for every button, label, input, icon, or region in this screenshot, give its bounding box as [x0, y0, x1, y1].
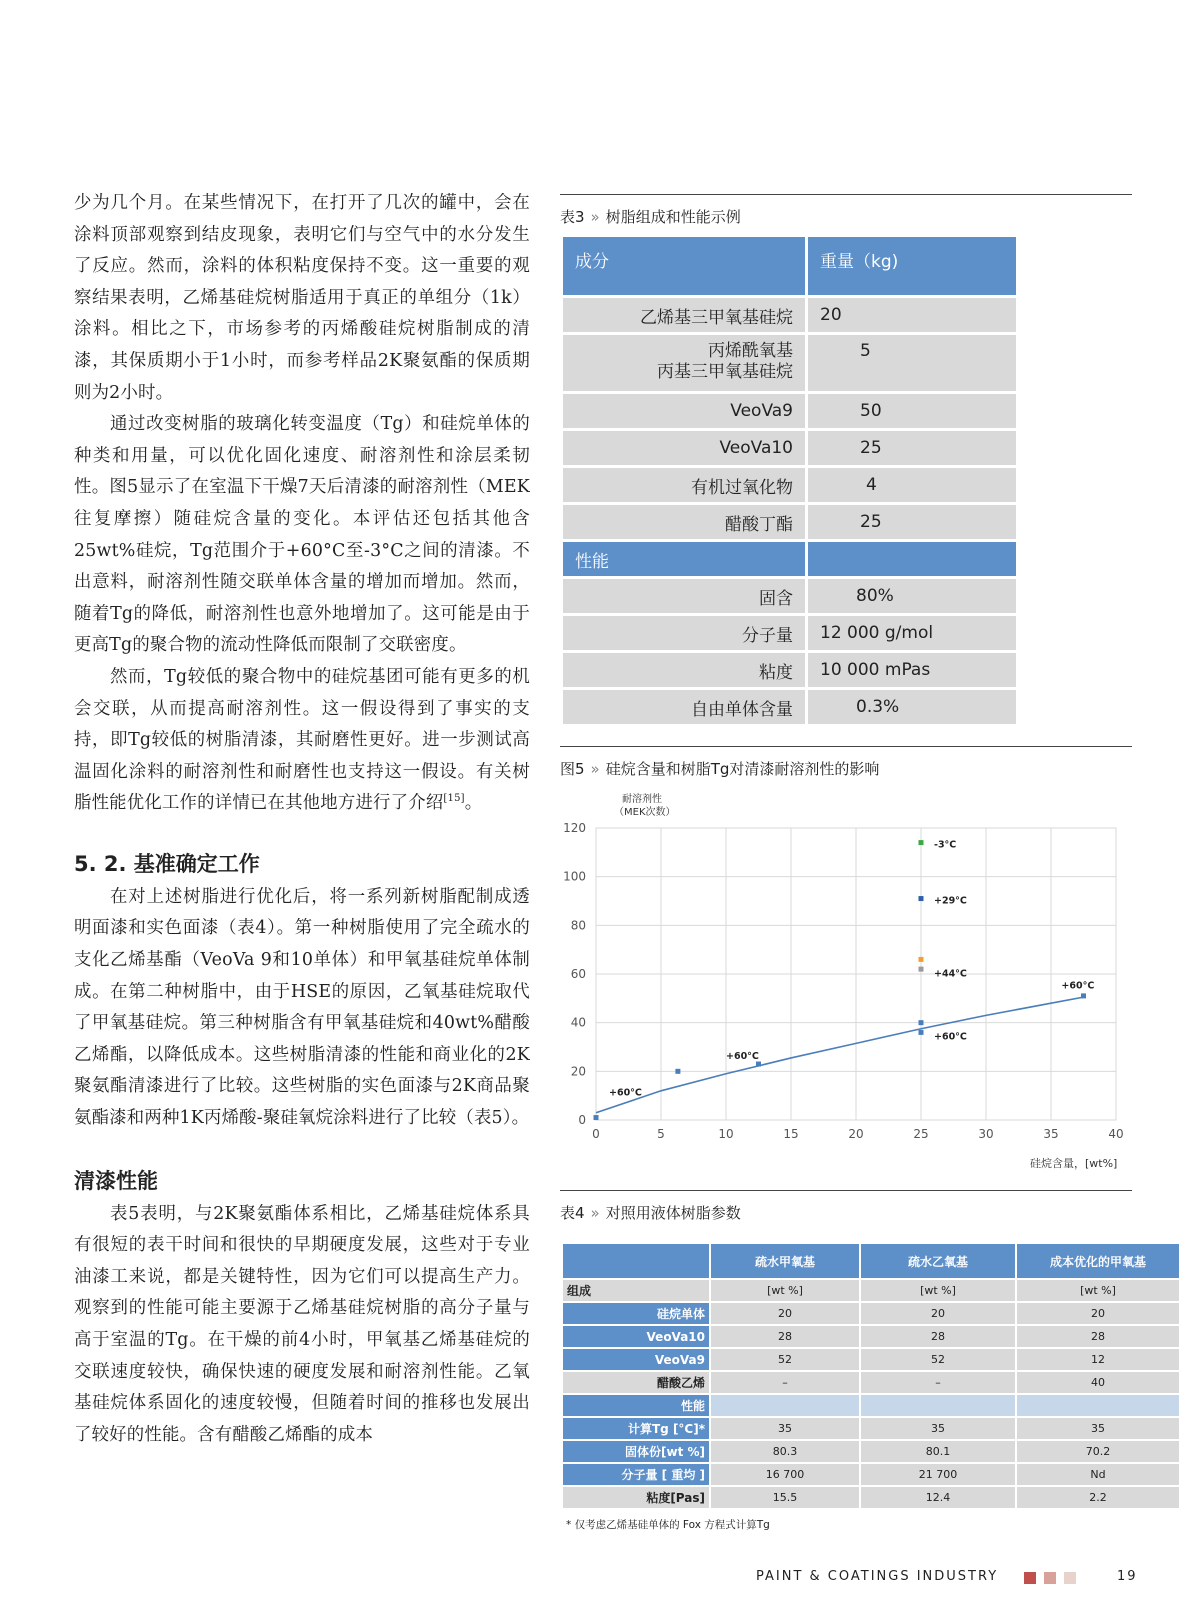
table4-row-label: VeoVa9	[563, 1349, 709, 1370]
table3-prop-value: 12 000 g/mol	[808, 616, 1016, 650]
data-point	[919, 957, 924, 962]
table3-row-value: 25	[808, 505, 1016, 539]
table4-cell: 35	[861, 1418, 1015, 1439]
table4-row	[563, 1372, 1179, 1393]
table4-cell	[1017, 1395, 1179, 1416]
y-axis-label-line1: 耐溶剂性	[622, 794, 662, 805]
x-tick-label: 40	[1108, 1127, 1124, 1141]
y-tick-label: 20	[570, 1064, 586, 1079]
table4-cell	[711, 1395, 859, 1416]
table4-header-col: 疏水甲氧基	[711, 1244, 859, 1278]
table3-top-rule	[560, 194, 1132, 195]
data-point	[919, 896, 924, 901]
table4-row-label: 性能	[563, 1395, 709, 1416]
table3-row-name: VeoVa9	[563, 394, 805, 428]
x-tick-label: 0	[592, 1127, 600, 1141]
table4-caption-title: 对照用液体树脂参数	[605, 1204, 741, 1222]
table3-row-name-line1: 丙烯酰氧基	[708, 341, 793, 361]
table4-cell: 35	[1017, 1418, 1179, 1439]
table4-row-label: 组成	[563, 1280, 709, 1301]
table4-row	[563, 1303, 1179, 1324]
figure5-chart	[560, 790, 1132, 1180]
x-tick-label: 20	[848, 1127, 864, 1141]
table4-cell: 80.1	[861, 1441, 1015, 1462]
table4-caption-label: 表4	[560, 1204, 585, 1222]
table4-row	[563, 1418, 1179, 1439]
data-point	[919, 840, 924, 845]
paragraph-5: 表5表明，与2K聚氨酯体系相比，乙烯基硅烷体系具有很短的表干时间和很快的早期硬度发展，这些对于专业油漆工来说，都是关键特性，因为它们可以提高生产力。观察到的性能可能主要源于乙烯基硅烷树脂的高分子量与高于室温的Tg。在干燥的前4小时，甲氧基乙烯基硅烷的交联速度较快，确保快速的硬度发展和耐溶剂性能。乙氧基硅烷体系固化的速度较慢，但随着时间的推移也发展出了较好的性能。含有醋酸乙烯酯的成本	[74, 1203, 530, 1445]
table4-row	[563, 1349, 1179, 1370]
data-label: +60°C	[609, 1087, 642, 1099]
table4-cell: [wt %]	[1017, 1280, 1179, 1301]
table4-cell: [wt %]	[861, 1280, 1015, 1301]
table3-section-properties-blank	[808, 542, 1016, 576]
table4-row	[563, 1441, 1179, 1462]
table3-row-name-line2: 丙基三甲氧基硅烷	[657, 362, 793, 382]
table4-cell	[861, 1395, 1015, 1416]
table4-cell: 12.4	[861, 1487, 1015, 1508]
table3-row-value: 25	[808, 431, 1016, 465]
paragraph-3-text: 然而，Tg较低的聚合物中的硅烷基团可能有更多的机会交联，从而提高耐溶剂性。这一假设得到了事实的支持，即Tg较低的树脂清漆，其耐磨性更好。进一步测试高温固化涂料的耐溶剂性和耐磨性也支持这一假设。有关树脂性能优化工作的详情已在其他地方进行了介绍	[74, 666, 530, 814]
table3	[560, 234, 1019, 727]
figure5-top-rule	[560, 746, 1132, 747]
x-tick-label: 5	[657, 1127, 665, 1141]
paragraph-3-end: 。	[464, 793, 483, 814]
x-tick-label: 35	[1043, 1127, 1059, 1141]
table3-prop-name: 粘度	[563, 653, 805, 687]
table3-prop-name: 自由单体含量	[563, 690, 805, 724]
footer-square-1	[1024, 1572, 1036, 1584]
table4-cell: 40	[1017, 1372, 1179, 1393]
caption-separator: »	[590, 1204, 600, 1222]
table4-row-label: VeoVa10	[563, 1326, 709, 1347]
x-tick-label: 15	[783, 1127, 799, 1141]
y-tick-label: 80	[570, 918, 586, 933]
table4-header-col: 成本优化的甲氧基	[1017, 1244, 1179, 1278]
data-point	[594, 1115, 599, 1120]
table4-row-label: 分子量 [ 重均 ]	[563, 1464, 709, 1485]
table4-row	[563, 1464, 1179, 1485]
data-point	[919, 1030, 924, 1035]
table3-section-properties: 性能	[563, 542, 805, 576]
table4-row	[563, 1280, 1179, 1301]
table4-top-rule	[560, 1190, 1132, 1191]
table4-cell: 20	[861, 1303, 1015, 1324]
footer-journal: PAINT & COATINGS INDUSTRY	[756, 1569, 999, 1584]
table4	[561, 1242, 1181, 1510]
table3-caption	[560, 206, 741, 227]
figure5-caption	[560, 758, 879, 779]
table4-header-col: 疏水乙氧基	[861, 1244, 1015, 1278]
reference-15: [15]	[443, 793, 465, 805]
table4-caption	[560, 1202, 741, 1223]
x-tick-label: 10	[718, 1127, 734, 1141]
table4-cell: 35	[711, 1418, 859, 1439]
data-point	[675, 1069, 680, 1074]
figure5-caption-title: 硅烷含量和树脂Tg对清漆耐溶剂性的影响	[605, 760, 880, 778]
table4-cell: [wt %]	[711, 1280, 859, 1301]
y-tick-label: 120	[563, 821, 586, 835]
table4-body	[563, 1280, 1179, 1508]
footer-square-3	[1064, 1572, 1076, 1584]
table4-row-label: 计算Tg [°C]*	[563, 1418, 709, 1439]
left-column	[74, 188, 530, 1451]
data-label: +60°C	[934, 1031, 967, 1043]
y-tick-label: 100	[563, 869, 586, 884]
data-label: +44°C	[934, 968, 967, 980]
table4-cell: 80.3	[711, 1441, 859, 1462]
table3-prop-name: 分子量	[563, 616, 805, 650]
data-point	[756, 1062, 761, 1067]
table4-row	[563, 1395, 1179, 1416]
data-label: +60°C	[726, 1051, 759, 1063]
table4-cell: 2.2	[1017, 1487, 1179, 1508]
paragraph-4: 在对上述树脂进行优化后，将一系列新树脂配制成透明面漆和实色面漆（表4）。第一种树脂使用了完全疏水的支化乙烯基酯（VeoVa 9和10单体）和甲氧基硅烷单体制成。在第二种树脂中，由于HSE的原因，乙氧基硅烷取代了甲氧基硅烷。第三种树脂含有甲氧基硅烷和40wt%醋酸乙烯酯，以降低成本。这些树脂清漆的性能和商业化的2K聚氨酯清漆进行了比较。这些树脂的实色面漆与2K商品聚氨酯漆和两种1K丙烯酸-聚硅氧烷涂料进行了比较（表5）。	[74, 886, 530, 1129]
table3-row-value: 20	[808, 298, 1016, 332]
table4-cell: 70.2	[1017, 1441, 1179, 1462]
table4-cell: 21 700	[861, 1464, 1015, 1485]
table3-row-name: 醋酸丁酯	[563, 505, 805, 539]
section-heading-clearcoat: 清漆性能	[74, 1168, 158, 1193]
table4-cell: 28	[1017, 1326, 1179, 1347]
table4-cell: 15.5	[711, 1487, 859, 1508]
table4-cell: 28	[861, 1326, 1015, 1347]
table4-cell: 28	[711, 1326, 859, 1347]
y-axis-label-line2: （MEK次数）	[614, 807, 676, 818]
table4-cell: 12	[1017, 1349, 1179, 1370]
table4-cell: 20	[1017, 1303, 1179, 1324]
table3-row-name: VeoVa10	[563, 431, 805, 465]
y-tick-label: 0	[578, 1113, 586, 1127]
table3-row-value: 50	[808, 394, 1016, 428]
table3-header-component: 成分	[563, 237, 805, 295]
table4-row-label: 醋酸乙烯	[563, 1372, 709, 1393]
table4-row	[563, 1326, 1179, 1347]
table3-row-name: 有机过氧化物	[563, 468, 805, 502]
data-point	[919, 967, 924, 972]
paragraph-1: 少为几个月。在某些情况下，在打开了几次的罐中，会在涂料顶部观察到结皮现象，表明它们与空气中的水分发生了反应。然而，涂料的体积粘度保持不变。这一重要的观察结果表明，乙烯基硅烷树脂适用于真正的单组分（1k）涂料。相比之下，市场参考的丙烯酸硅烷树脂制成的清漆，其保质期小于1小时，而参考样品2K聚氨酯的保质期则为2小时。	[74, 193, 530, 403]
table4-row-label: 粘度[Pas]	[563, 1487, 709, 1508]
section-heading-benchmark: 5. 2. 基准确定工作	[74, 851, 260, 876]
table3-prop-value: 10 000 mPas	[808, 653, 1016, 687]
table3-row-name	[563, 335, 805, 391]
y-tick-label: 40	[570, 1015, 586, 1030]
x-tick-label: 30	[978, 1127, 994, 1141]
table3-prop-value: 80%	[808, 579, 1016, 613]
footer-square-2	[1044, 1572, 1056, 1584]
table4-cell: 20	[711, 1303, 859, 1324]
table4-cell: 16 700	[711, 1464, 859, 1485]
data-point	[919, 1020, 924, 1025]
table3-prop-value: 0.3%	[808, 690, 1016, 724]
data-label: -3°C	[934, 839, 957, 851]
table4-cell: 52	[711, 1349, 859, 1370]
table3-row-name: 乙烯基三甲氧基硅烷	[563, 298, 805, 332]
data-label: +60°C	[1061, 980, 1095, 992]
data-point	[1081, 993, 1086, 998]
table4-cell: –	[861, 1372, 1015, 1393]
table4-row	[563, 1487, 1179, 1508]
caption-separator: »	[590, 208, 600, 226]
paragraph-2: 通过改变树脂的玻璃化转变温度（Tg）和硅烷单体的种类和用量，可以优化固化速度、耐溶剂性和涂层柔韧性。图5显示了在室温下干燥7天后清漆的耐溶剂性（MEK往复摩擦）随硅烷含量的变化。本评估还包括其他含25wt%硅烷，Tg范围介于+60°C至-3°C之间的清漆。不出意料，耐溶剂性随交联单体含量的增加而增加。然而，随着Tg的降低，耐溶剂性也意外地增加了。这可能是由于更高Tg的聚合物的流动性降低而限制了交联密度。	[74, 414, 530, 656]
caption-separator: »	[590, 760, 600, 778]
x-axis-label: 硅烷含量，[wt%]	[1030, 1157, 1118, 1170]
table3-caption-label: 表3	[560, 208, 585, 226]
table3-row-value: 4	[808, 468, 1016, 502]
table3-prop-name: 固含	[563, 579, 805, 613]
table3-row-value: 5	[808, 335, 1016, 391]
y-tick-label: 60	[570, 967, 586, 981]
data-label: +29°C	[934, 895, 967, 907]
table4-cell: 52	[861, 1349, 1015, 1370]
table3-header-weight: 重量（kg)	[808, 237, 1016, 295]
page-number: 19	[1117, 1569, 1138, 1584]
table4-header-blank	[563, 1244, 709, 1278]
x-tick-label: 25	[913, 1127, 929, 1141]
table4-cell: Nd	[1017, 1464, 1179, 1485]
table4-footnote: * 仅考虑乙烯基硅单体的 Fox 方程式计算Tg	[566, 1519, 770, 1531]
table4-row-label: 固体份[wt %]	[563, 1441, 709, 1462]
table4-cell: –	[711, 1372, 859, 1393]
table3-caption-title: 树脂组成和性能示例	[605, 208, 741, 226]
figure5-caption-label: 图5	[560, 760, 585, 778]
table4-row-label: 硅烷单体	[563, 1303, 709, 1324]
paragraph-3	[74, 662, 530, 820]
